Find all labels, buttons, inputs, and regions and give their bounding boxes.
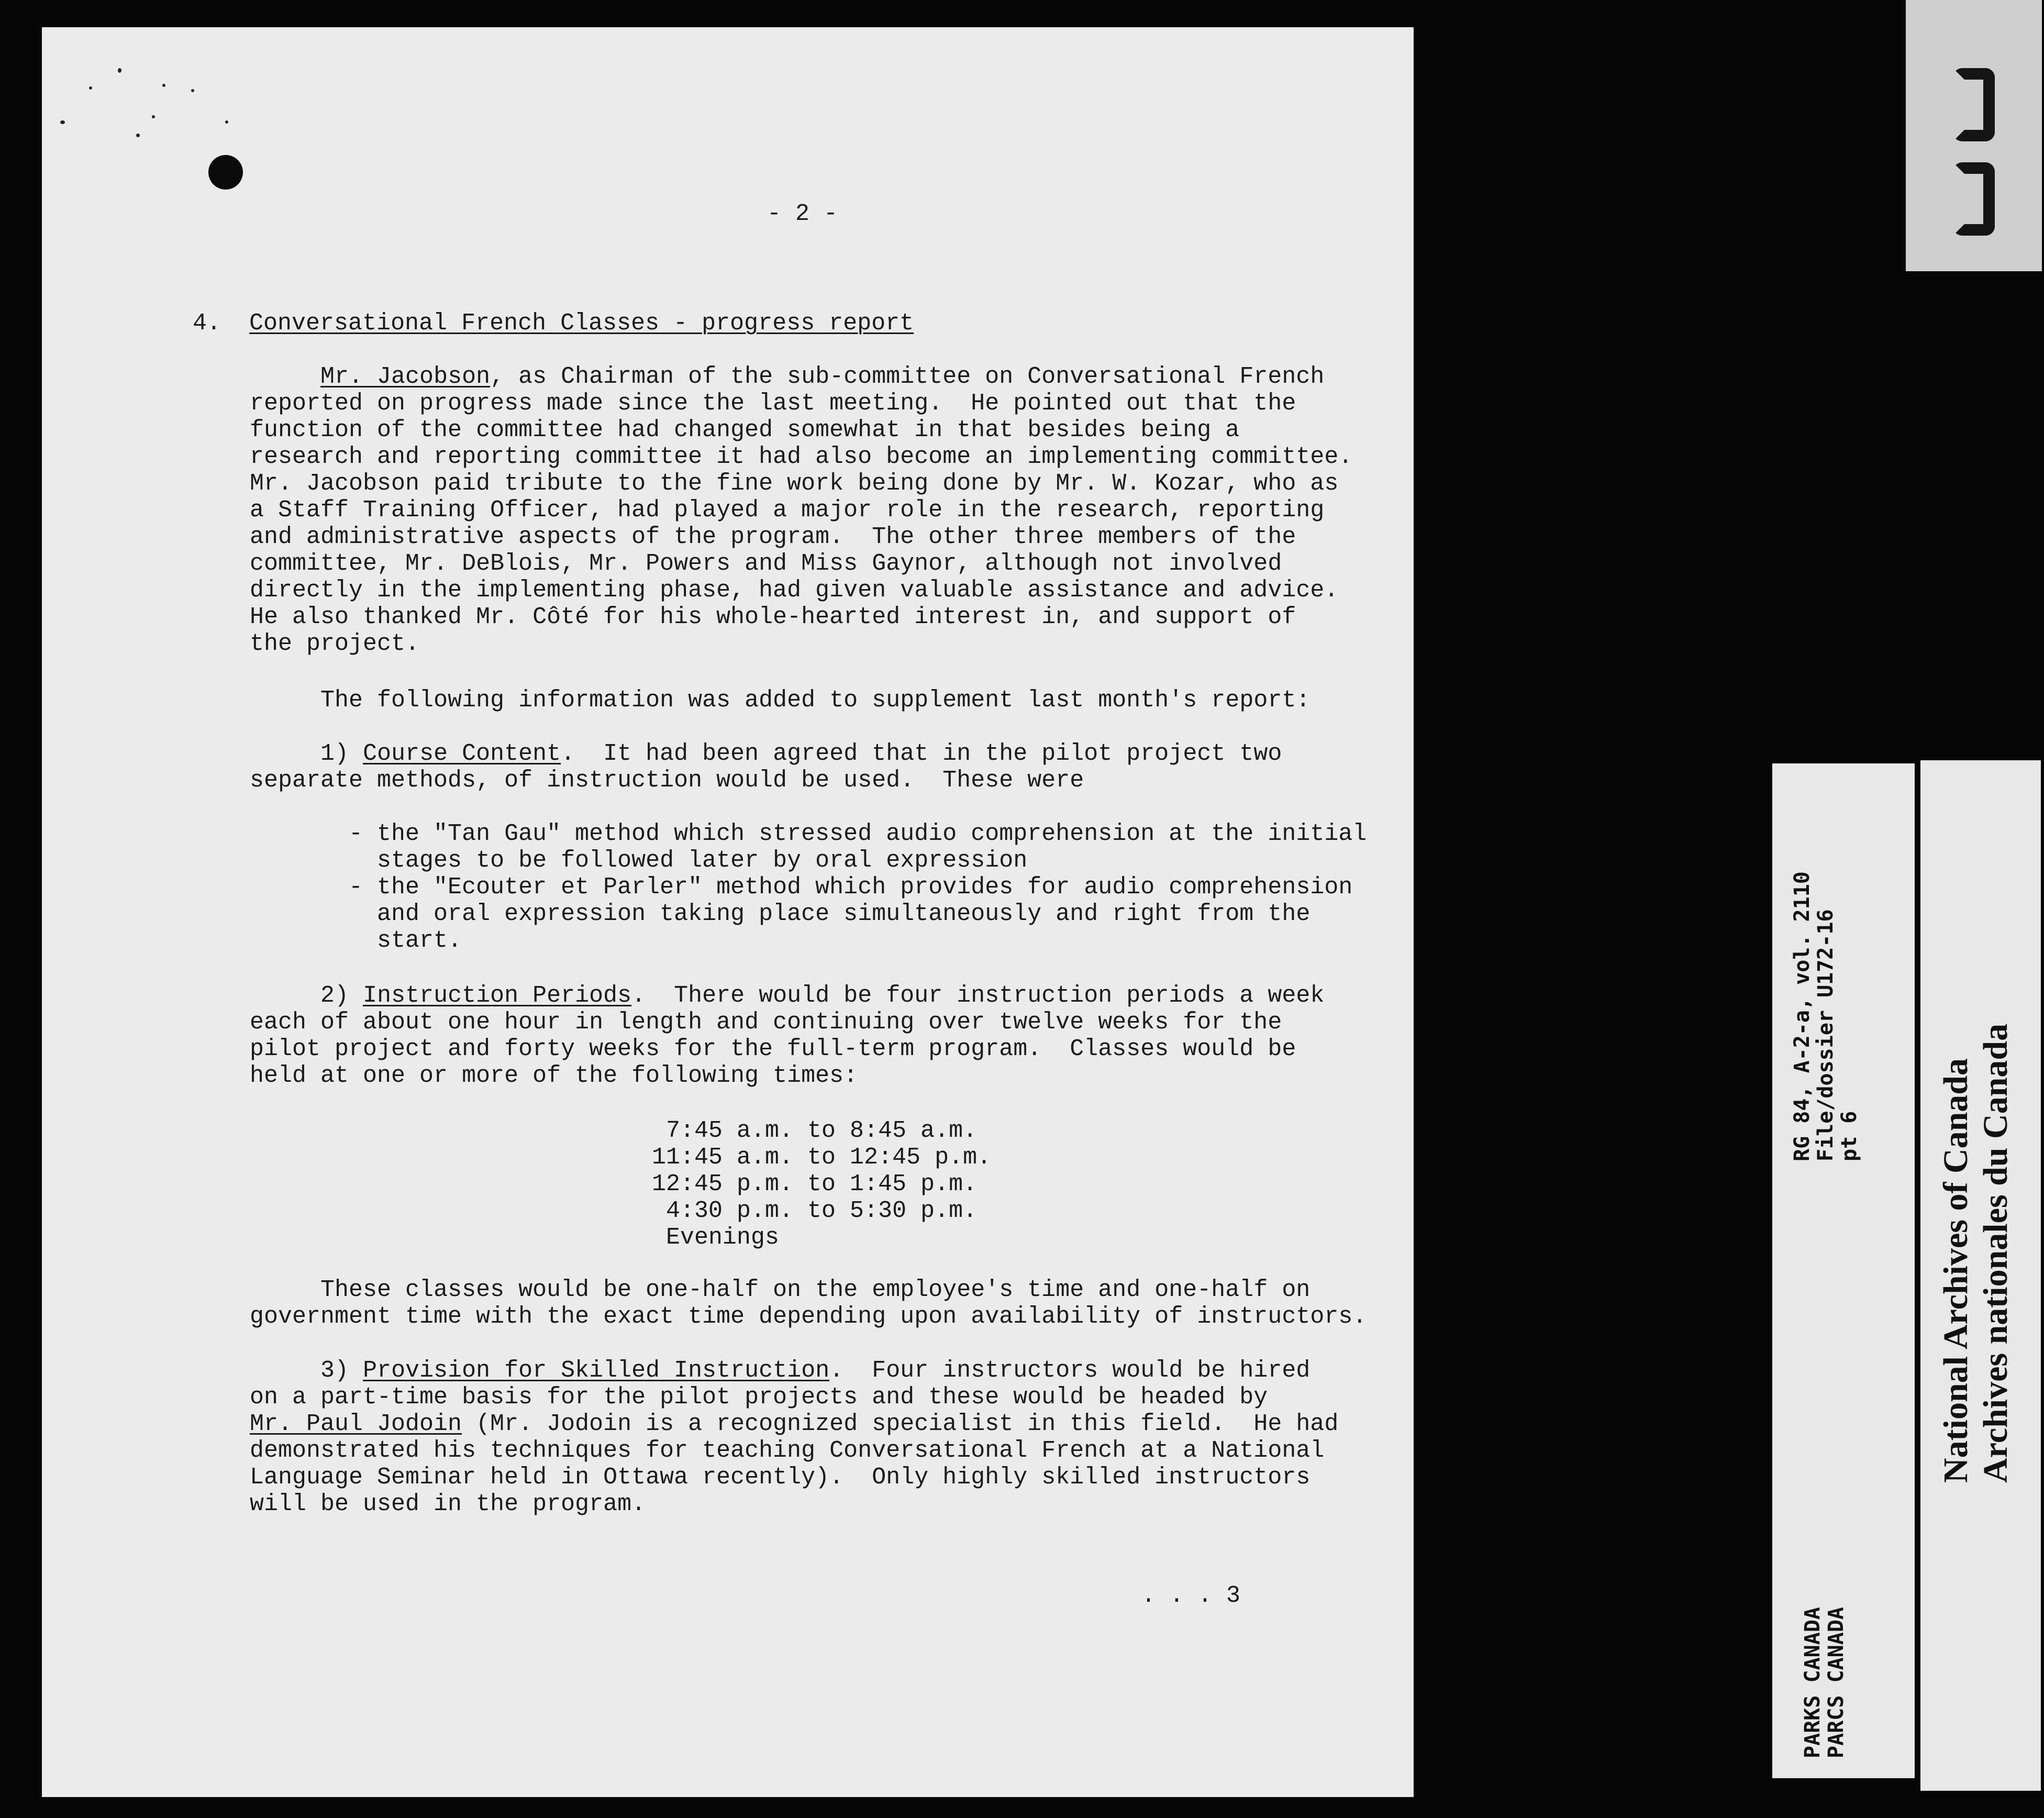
archive-reference-strip [1772, 763, 1915, 1778]
reference-line-3: pt 6 [1837, 1111, 1861, 1161]
section-heading [193, 310, 914, 337]
continuation-marker: . . . 3 [1141, 1582, 1241, 1609]
intro-line: The following information was added to supplement last month's report: [320, 687, 1310, 714]
paragraph-1: Mr. Jacobson, as Chairman of the sub-committee on Conversational French reported on progress made since the last meeting. He pointed out that the function of the committee had changed somewhat in that besides being a research and reporting committee it had also become an implementing committee. Mr. Jacobson paid tribute to the fine work being done by Mr. W. Kozar, who as a Staff Training Officer, had played a major role in the research, reporting and administrative aspects of the program. The other three members of the committee, Mr. DeBlois, Mr. Powers and Miss Gaynor, although not involved directly in the implementing phase, had given valuable assistance and advice. He also thanked Mr. Côté for his whole-hearted interest in, and support of the project. [250, 363, 1353, 657]
archives-name-fr: Archives nationales du Canada [1976, 1023, 2015, 1483]
agency-line-1: PARKS CANADA [1801, 1607, 1825, 1758]
course-content-heading: Course Content [363, 740, 561, 767]
archives-name-en: National Archives of Canada [1937, 1058, 1975, 1483]
page-number: - 2 - [767, 201, 838, 227]
item-skilled-instruction: 3) Provision for Skilled Instruction. Four instructors would be hired on a part-time basis for the pilot projects and these would be headed by Mr. Paul Jodoin (Mr. Jodoin is a recognized specialist in this field. He had demonstrated his techniques for teaching Conversational French at a National Language Seminar held in Ottawa recently). Only highly skilled instructors will be used in the program. [250, 1357, 1339, 1517]
time-split-note: These classes would be one-half on the employee's time and one-half on government time with the exact time depending upon availability of instructors. [250, 1277, 1367, 1330]
punch-hole [208, 155, 243, 190]
skilled-instruction-heading: Provision for Skilled Instruction [363, 1357, 830, 1384]
item-course-content: 1) Course Content. It had been agreed that in the pilot project two separate methods, of instruction would be used. These were - the "Tan Gau" method which stressed audio comprehension at the initial stages to be followed later by oral expression - the "Ecouter et Parler" method which provides for audio comprehension and oral expression taking place simultaneously and right from the start. [250, 740, 1367, 954]
film-frame-tag [1906, 0, 2042, 271]
national-archives-label [1920, 760, 2041, 1791]
chairman-name: Mr. Jacobson [320, 363, 491, 390]
agency-line-2: PARCS CANADA [1824, 1607, 1848, 1758]
instructor-name: Mr. Paul Jodoin [250, 1411, 462, 1437]
section-number: 4. [193, 310, 221, 337]
instruction-periods-heading: Instruction Periods [363, 982, 632, 1009]
class-times: 7:45 a.m. to 8:45 a.m. 11:45 a.m. to 12:45 p.m. 12:45 p.m. to 1:45 p.m. 4:30 p.m. to 5:30 p.m. Evenings [652, 1117, 992, 1251]
section-title: Conversational French Classes - progress report [249, 310, 914, 337]
item-instruction-periods: 2) Instruction Periods. There would be four instruction periods a week each of about one hour in length and continuing over twelve weeks for the pilot project and forty weeks for the full-term program. Classes would be held at one or more of the following times: [250, 982, 1325, 1089]
reference-line-1: RG 84, A-2-a, vol. 2110 [1790, 871, 1814, 1161]
reference-line-2: File/dossier U172-16 [1814, 909, 1838, 1161]
